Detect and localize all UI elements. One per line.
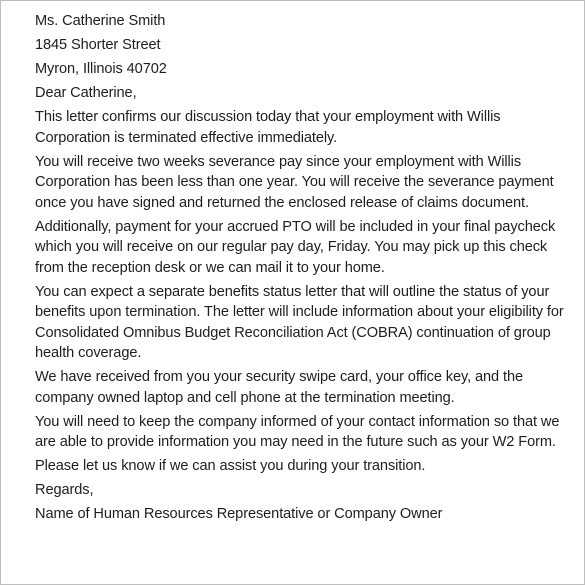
salutation: Dear Catherine, <box>35 85 137 101</box>
paragraph-contact-info: You will need to keep the company informed of your contact information so that we are able to provide information you may need in the future such as your W2 Form. <box>35 413 560 450</box>
paragraph-assistance: Please let us know if we can assist you during your transition. <box>35 458 426 474</box>
recipient-city: Myron, Illinois 40702 <box>35 61 167 77</box>
paragraph-confirmation: This letter confirms our discussion today that your employment with Willis Corporation is terminated effective immediately. <box>35 109 501 146</box>
paragraph-severance: You will receive two weeks severance pay since your employment with Willis Corporation has been less than one year. You will receive the severance payment once you have signed and returned the enclosed release of claims document. <box>35 153 554 211</box>
closing: Regards, <box>35 482 94 498</box>
recipient-street: 1845 Shorter Street <box>35 37 161 53</box>
paragraph-pto: Additionally, payment for your accrued PTO will be included in your final paycheck which you will receive on our regular pay day, Friday. You may pick up this check from the reception desk or we can mail it to your home. <box>35 218 556 276</box>
signature: Name of Human Resources Representative or Company Owner <box>35 506 443 522</box>
recipient-name: Ms. Catherine Smith <box>35 13 166 29</box>
letter-body <box>35 11 575 528</box>
paragraph-benefits: You can expect a separate benefits status letter that will outline the status of your benefits upon termination. The letter will include information about your eligibility for Consolidated Omnibus Budget Reconciliation Act (COBRA) continuation of group health coverage. <box>35 283 564 361</box>
paragraph-returned-items: We have received from you your security swipe card, your office key, and the company owned laptop and cell phone at the termination meeting. <box>35 369 524 406</box>
